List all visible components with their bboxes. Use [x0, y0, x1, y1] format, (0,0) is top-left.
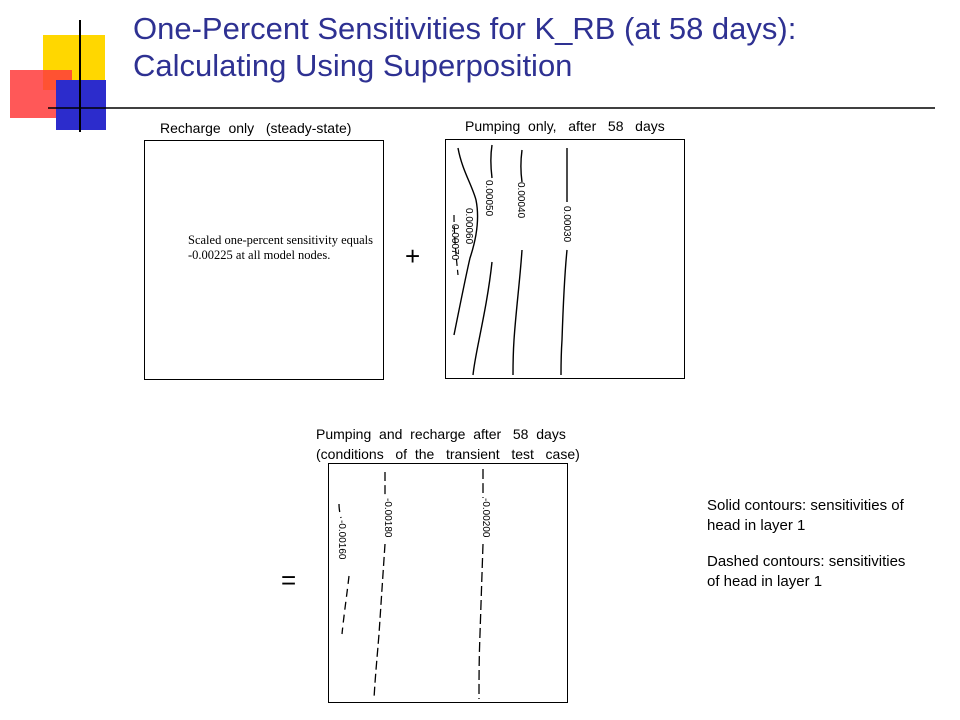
legend-solid-line1: Solid contours: sensitivities of: [707, 497, 904, 514]
pumping-caption: Pumping only, after 58 days: [465, 118, 665, 134]
pumping-contours: [446, 140, 686, 380]
contour-label: 0.00030: [561, 206, 572, 243]
legend-spacer: [707, 536, 957, 552]
recharge-panel: [144, 140, 384, 380]
recharge-note: Scaled one-percent sensitivity equals -0.00225 at all model nodes.: [188, 233, 374, 262]
contour-label: -0.00180: [382, 498, 393, 538]
slide-title-line1: One-Percent Sensitivities for K_RB (at 58 days):: [133, 11, 797, 46]
contour-label: 0.00050: [483, 180, 494, 217]
equals-operator: =: [281, 565, 297, 595]
contour-label: 0.00040: [515, 182, 526, 219]
legend-dashed-line1: Dashed contours: sensitivities: [707, 553, 906, 570]
contour-label: 0.00070: [449, 224, 460, 261]
contour-line: [561, 148, 567, 375]
combined-panel: [328, 463, 568, 703]
contour-label: -0.00160: [336, 520, 347, 560]
plus-operator: +: [405, 241, 421, 271]
contour-legend: [707, 496, 957, 592]
pumping-panel: [445, 139, 685, 379]
combined-contours: [329, 464, 569, 704]
slide-title-line2: Calculating Using Superposition: [133, 48, 573, 83]
legend-dashed-line2: of head in layer 1: [707, 573, 823, 590]
contour-label: 0.00060: [463, 208, 474, 245]
contour-label: -0.00200: [480, 498, 491, 538]
slide-title: [133, 10, 953, 84]
combined-caption: Pumping and recharge after 58 days (conditions of the transient test case): [316, 426, 580, 462]
legend-solid-line2: head in layer 1: [707, 517, 806, 534]
recharge-caption: Recharge only (steady-state): [160, 120, 352, 136]
